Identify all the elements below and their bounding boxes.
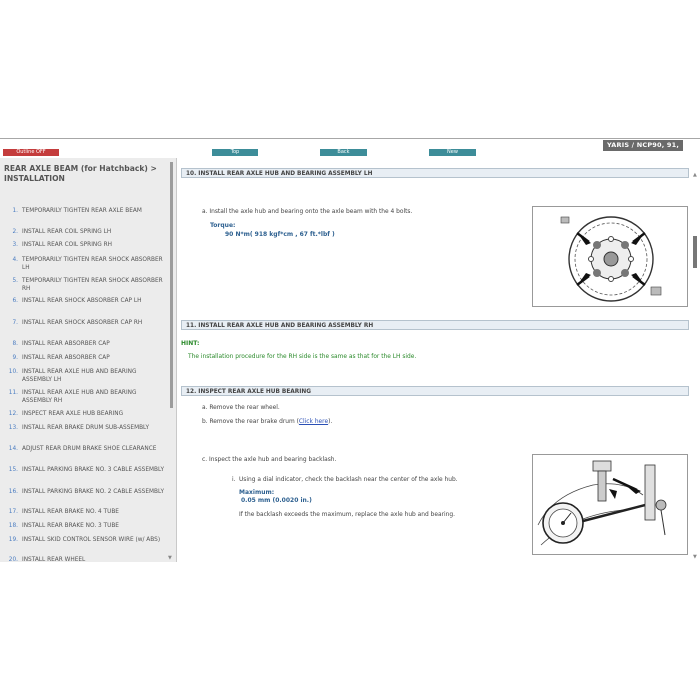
section-12-step-i: Using a dial indicator, check the backlash near the center of the axle hub. [239,477,458,483]
dial-indicator-figure [532,454,688,555]
sidebar-item-10[interactable] [8,368,164,384]
sidebar-item-label: INSTALL REAR ABSORBER CAP [22,355,110,361]
sidebar-item-number: 18. [8,523,18,529]
sidebar-item-19[interactable] [8,536,164,544]
maximum-value: 0.05 mm (0.0020 in.) [241,497,312,504]
sidebar-item-label: INSTALL REAR AXLE HUB AND BEARING ASSEMBLY LH [22,369,137,383]
sidebar-item-18[interactable] [8,522,164,530]
hint-label: HINT: [181,340,200,347]
step-b-suffix: ). [328,419,333,425]
torque-value: 90 N*m( 918 kgf*cm , 67 ft.*lbf ) [225,231,335,238]
section-12-step-a: a. Remove the rear wheel. [202,405,280,411]
sidebar-item-17[interactable] [8,508,164,516]
section-12-step-c: c. Inspect the axle hub and bearing backlash. [202,457,337,463]
sidebar-item-16[interactable] [8,488,164,496]
content-pane [177,158,700,562]
sidebar-item-14[interactable] [8,445,164,453]
sidebar-item-number: 5. [12,278,18,284]
top-button[interactable]: Top [212,149,258,156]
section-12-step-b [202,418,332,426]
sidebar-item-label: INSTALL PARKING BRAKE NO. 3 CABLE ASSEMBLY [22,467,164,473]
sidebar-item-label: INSTALL PARKING BRAKE NO. 2 CABLE ASSEMBLY [22,489,164,495]
sidebar-item-number: 8. [12,341,18,347]
toolbar [0,138,700,159]
new-button[interactable]: New [429,149,476,156]
sidebar-item-12[interactable] [8,410,164,418]
sidebar-item-label: INSTALL REAR BRAKE NO. 4 TUBE [22,509,119,515]
step-b-prefix: b. Remove the rear brake drum ( [202,419,299,425]
hub-bolts-figure [532,206,688,307]
sidebar-item-20[interactable] [8,556,164,562]
scroll-down-arrow-icon[interactable]: ▼ [168,555,172,561]
content-scrollbar[interactable] [693,236,697,268]
sidebar-item-number: 9. [12,355,18,361]
sidebar-item-label: TEMPORARILY TIGHTEN REAR SHOCK ABSORBER RH [22,278,163,292]
manual-viewer [0,138,700,562]
sidebar-item-number: 11. [8,390,18,396]
section-12-header: 12. INSPECT REAR AXLE HUB BEARING [181,386,689,396]
sidebar-item-13[interactable] [8,424,164,432]
sidebar-item-label: INSTALL REAR WHEEL [22,557,86,562]
section-10-step-a: a. Install the axle hub and bearing onto the axle beam with the 4 bolts. [202,209,413,215]
sidebar-item-number: 15. [8,467,18,473]
sidebar-item-label: INSTALL REAR COIL SPRING LH [22,229,112,235]
backlash-note: If the backlash exceeds the maximum, replace the axle hub and bearing. [239,512,455,518]
sidebar-item-4[interactable] [12,256,164,272]
sidebar-item-number: 19. [8,537,18,543]
sidebar-item-8[interactable] [12,340,164,348]
sidebar-item-number: 16. [8,489,18,495]
sidebar-item-label: INSTALL SKID CONTROL SENSOR WIRE (w/ ABS) [22,537,161,543]
section-11-header: 11. INSTALL REAR AXLE HUB AND BEARING ASSEMBLY RH [181,320,689,330]
sidebar-item-number: 13. [8,425,18,431]
sidebar-item-number: 1. [12,208,18,214]
sidebar-item-label: INSTALL REAR SHOCK ABSORBER CAP RH [22,320,143,326]
sidebar-item-label: INSTALL REAR BRAKE DRUM SUB-ASSEMBLY [22,425,150,431]
maximum-label: Maximum: [239,489,275,496]
sidebar-item-number: 14. [8,446,18,452]
sidebar-item-label: ADJUST REAR DRUM BRAKE SHOE CLEARANCE [22,446,157,452]
hint-text: The installation procedure for the RH side is the same as that for the LH side. [188,354,417,360]
back-button[interactable]: Back [320,149,367,156]
sidebar-item-number: 7. [12,320,18,326]
sidebar-item-number: 12. [8,411,18,417]
model-badge: YARIS / NCP90, 91, [603,140,683,151]
sidebar-item-3[interactable] [12,241,164,249]
sidebar-item-6[interactable] [12,297,164,305]
sidebar [0,158,177,562]
sidebar-item-number: 4. [12,257,18,263]
sidebar-item-label: INSTALL REAR SHOCK ABSORBER CAP LH [22,298,142,304]
sidebar-item-label: TEMPORARILY TIGHTEN REAR AXLE BEAM [22,208,142,214]
outline-toggle-button[interactable]: Outline OFF [3,149,59,156]
sidebar-item-label: INSTALL REAR ABSORBER CAP [22,341,110,347]
scroll-down-arrow-icon[interactable]: ▼ [693,554,697,560]
section-12-step-i-number: i. [232,477,236,483]
sidebar-item-label: TEMPORARILY TIGHTEN REAR SHOCK ABSORBER LH [22,257,163,271]
sidebar-item-number: 2. [12,229,18,235]
sidebar-item-11[interactable] [8,389,164,405]
sidebar-item-label: INSPECT REAR AXLE HUB BEARING [22,411,124,417]
sidebar-item-label: INSTALL REAR BRAKE NO. 3 TUBE [22,523,119,529]
sidebar-item-number: 20. [8,557,18,562]
sidebar-scrollbar[interactable] [170,162,173,408]
sidebar-item-9[interactable] [12,354,164,362]
sidebar-item-number: 3. [12,242,18,248]
sidebar-item-1[interactable] [12,207,164,215]
sidebar-item-15[interactable] [8,466,164,474]
sidebar-item-5[interactable] [12,277,164,293]
click-here-link[interactable]: Click here [298,419,329,425]
sidebar-item-label: INSTALL REAR COIL SPRING RH [22,242,112,248]
sidebar-item-number: 17. [8,509,18,515]
scroll-up-arrow-icon[interactable]: ▲ [693,172,697,178]
sidebar-title: REAR AXLE BEAM (for Hatchback) > INSTALLATION [4,164,157,183]
sidebar-item-number: 6. [12,298,18,304]
sidebar-item-7[interactable] [12,319,164,327]
torque-label: Torque: [210,222,236,229]
sidebar-item-number: 10. [8,369,18,375]
section-10-header: 10. INSTALL REAR AXLE HUB AND BEARING ASSEMBLY LH [181,168,689,178]
sidebar-item-2[interactable] [12,228,164,236]
sidebar-item-label: INSTALL REAR AXLE HUB AND BEARING ASSEMBLY RH [22,390,137,404]
